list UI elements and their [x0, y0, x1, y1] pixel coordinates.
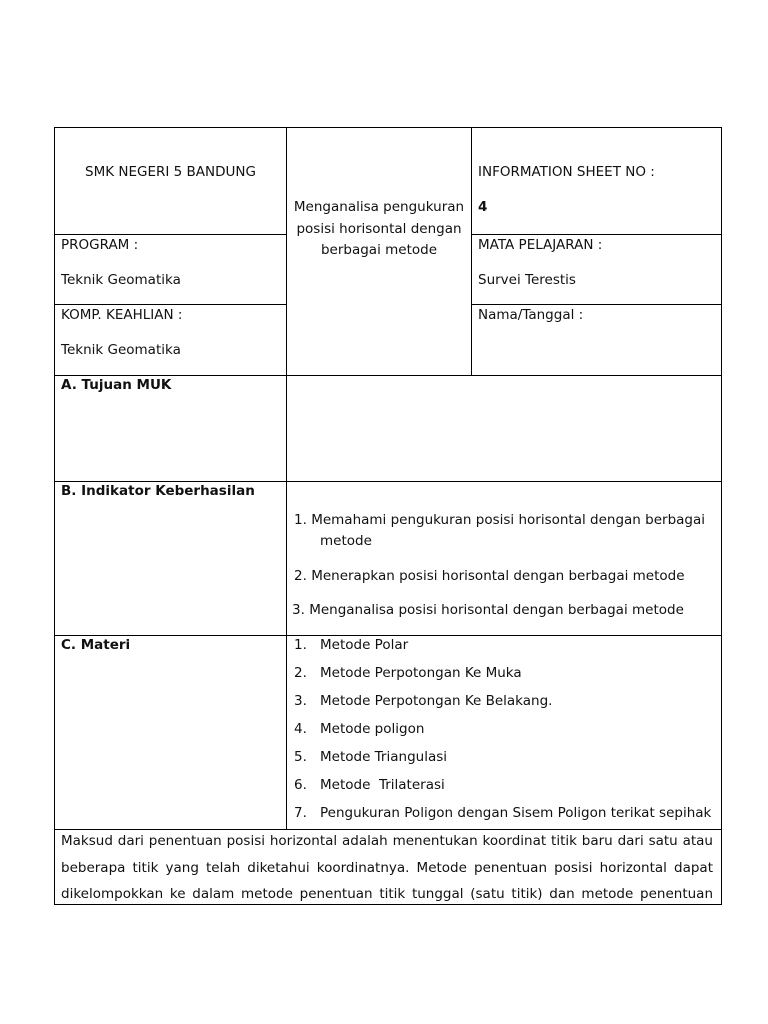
materi-item	[294, 693, 552, 710]
column-divider-2	[471, 127, 472, 375]
program-label: PROGRAM :	[61, 237, 139, 253]
nama-tanggal-label: Nama/Tanggal :	[478, 307, 584, 323]
komp-keahlian-value: Teknik Geomatika	[61, 342, 181, 358]
materi-text: Metode poligon	[320, 721, 425, 737]
indikator-item-1	[294, 512, 705, 529]
row-divider-right-1	[471, 234, 722, 235]
sheet-title-line-3: berbagai metode	[320, 242, 438, 258]
row-divider-right-2	[471, 304, 722, 305]
body-paragraph-line-3: dikelompokkan ke dalam metode penentuan titik tunggal (satu titik) dan metode penentuan	[61, 886, 713, 902]
body-paragraph-line-1: Maksud dari penentuan posisi horizontal adalah menentukan koordinat titik baru dari satu atau	[61, 833, 713, 849]
body-paragraph-line-2: beberapa titik yang telah diketahui koordinatnya. Metode penentuan posisi horizontal dapat	[61, 860, 713, 876]
indikator-label: B. Indikator Keberhasilan	[61, 483, 255, 499]
sheet-title-line-2: posisi horisontal dengan	[296, 221, 462, 237]
indikator-number: 2.	[294, 568, 307, 584]
materi-text: Metode Triangulasi	[320, 749, 447, 765]
materi-label: C. Materi	[61, 637, 131, 653]
materi-text: Metode Perpotongan Ke Belakang.	[320, 693, 553, 709]
mata-pelajaran-value: Survei Terestis	[478, 272, 576, 288]
school-name: SMK NEGERI 5 BANDUNG	[85, 164, 256, 180]
row-divider-header-bottom	[54, 375, 722, 376]
materi-item	[294, 749, 447, 766]
materi-text: Pengukuran Poligon dengan Sisem Poligon terikat sepihak	[320, 805, 712, 821]
row-divider-indikator-bottom	[54, 635, 722, 636]
table-border-right	[721, 127, 722, 905]
materi-text: Metode Perpotongan Ke Muka	[320, 665, 522, 681]
materi-number: 2.	[294, 665, 307, 681]
row-divider-tujuan-bottom	[54, 481, 722, 482]
materi-item	[294, 805, 711, 822]
indikator-number: 1.	[294, 512, 307, 528]
komp-keahlian-label: KOMP. KEAHLIAN :	[61, 307, 183, 323]
materi-number: 4.	[294, 721, 307, 737]
tujuan-muk-label: A. Tujuan MUK	[61, 377, 172, 393]
indikator-item-2	[294, 568, 685, 585]
materi-item	[294, 777, 445, 794]
materi-text: Metode Polar	[320, 637, 409, 653]
info-sheet-number: 4	[478, 199, 488, 215]
indikator-number: 3.	[292, 602, 305, 618]
materi-number: 5.	[294, 749, 307, 765]
indikator-item-3	[292, 602, 684, 619]
materi-number: 3.	[294, 693, 307, 709]
row-divider-left-2	[54, 304, 286, 305]
materi-item	[294, 665, 522, 682]
indikator-item-1-continued: metode	[320, 533, 372, 549]
sheet-title-line-1: Menganalisa pengukuran	[293, 199, 465, 215]
info-sheet-label: INFORMATION SHEET NO :	[478, 164, 655, 180]
mata-pelajaran-label: MATA PELAJARAN :	[478, 237, 603, 253]
materi-item	[294, 637, 408, 654]
row-divider-left-1	[54, 234, 286, 235]
materi-item	[294, 721, 424, 738]
materi-number: 6.	[294, 777, 307, 793]
materi-text: Metode Trilaterasi	[320, 777, 445, 793]
indikator-text: Menerapkan posisi horisontal dengan berbagai metode	[311, 568, 685, 584]
indikator-text: Memahami pengukuran posisi horisontal dengan berbagai	[311, 512, 706, 528]
program-value: Teknik Geomatika	[61, 272, 181, 288]
materi-number: 7.	[294, 805, 307, 821]
indikator-text: Menganalisa posisi horisontal dengan berbagai metode	[309, 602, 684, 618]
table-border-left	[54, 127, 55, 905]
materi-number: 1.	[294, 637, 307, 653]
table-border-top	[54, 127, 722, 128]
